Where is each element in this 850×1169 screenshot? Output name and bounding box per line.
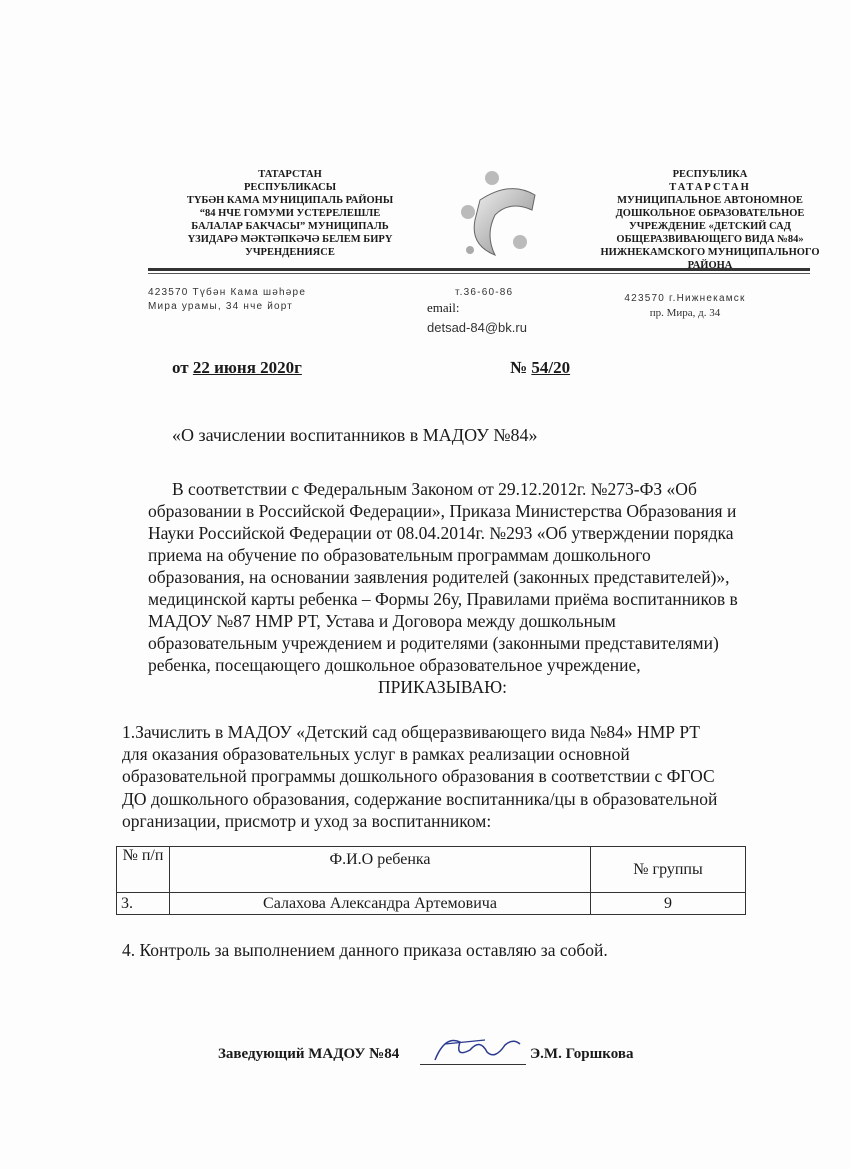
header-right-line: МУНИЦИПАЛЬНОЕ АВТОНОМНОЕ <box>617 195 803 206</box>
preamble-line: приема на обучение по образовательным программам дошкольного <box>148 545 651 565</box>
address-line: Мира урамы, 34 нче йорт <box>148 301 294 312</box>
item-line: организации, присмотр и уход за воспитанником: <box>122 811 492 831</box>
email-label: email: <box>427 300 460 315</box>
header-right-line: ТАТАРСТАН <box>669 182 751 193</box>
kindergarten-logo <box>440 160 540 265</box>
child-name: Салахова Александра Артемовича <box>170 893 591 915</box>
preamble-line: образовании в Российской Федерации», Приказа Министерства Образования и <box>148 501 737 521</box>
header-left-line: ҮЗИДАРӘ МӘКТӘПКӘЧӘ БЕЛЕМ БИРҮ <box>187 234 393 245</box>
item-line: образовательной программы дошкольного образования в соответствии с ФГОС <box>122 766 715 786</box>
order-number <box>510 358 570 378</box>
handwritten-signature <box>425 1030 525 1070</box>
header-left-line: “84 НЧЕ ГОМУМИ УСТЕРЕЛЕШЛЕ <box>199 208 381 219</box>
header-left <box>160 168 420 259</box>
preamble-line: медицинской карты ребенка – Формы 26у, Правилами приёма воспитанников в <box>148 589 738 609</box>
item-line: 1.Зачислить в МАДОУ «Детский сад общеразвивающего вида №84» НМР РТ <box>122 722 700 742</box>
header-cell: Ф.И.О ребенка <box>170 847 591 893</box>
header-left-line: ТАТАРСТАН <box>258 169 322 180</box>
address-line: пр. Мира, д. 34 <box>649 307 721 319</box>
header-right <box>565 168 850 272</box>
phone: т.36-60-86 <box>455 287 514 298</box>
header-left-line: ТҮБӘН КАМА МУНИЦИПАЛЬ РАЙОНЫ <box>186 195 394 206</box>
number-prefix: № <box>510 358 532 377</box>
item-4: 4. Контроль за выполнением данного приказа оставляю за собой. <box>122 940 608 960</box>
header-right-line: ДОШКОЛЬНОЕ ОБРАЗОВАТЕЛЬНОЕ <box>615 208 805 219</box>
row-number: 3. <box>117 893 170 915</box>
date-value: 22 июня 2020г <box>192 358 302 377</box>
address-left <box>148 286 306 314</box>
header-cell: № группы <box>591 847 746 893</box>
header-divider <box>148 268 810 271</box>
address-line: 423570 Түбән Кама шәһәре <box>148 287 307 298</box>
item-line: ДО дошкольного образования, содержание воспитанника/цы в образовательной <box>122 789 718 809</box>
email-link[interactable]: detsad-84@bk.ru <box>427 320 527 335</box>
preamble-line: В соответствии с Федеральным Законом от 29.12.2012г. №273-ФЗ «Об <box>172 479 697 499</box>
address-right <box>600 292 770 320</box>
preamble-line: ребенка, посещающего дошкольное образовательное учреждение, <box>148 655 641 675</box>
header-right-line: ОБЩЕРАЗВИВАЮЩЕГО ВИДА №84» <box>616 234 804 245</box>
header-right-line: УЧРЕЖДЕНИЕ «ДЕТСКИЙ САД <box>629 221 791 232</box>
date-prefix: от <box>172 358 193 377</box>
header-divider-thin <box>148 273 810 274</box>
header-left-line: РЕСПУБЛИКАСЫ <box>243 182 337 193</box>
header-left-line: УЧРЕНДЕНИЯСЕ <box>245 247 335 258</box>
preamble-line: образовательным учреждением и родителями (законными представителями) <box>148 633 719 653</box>
item-line: для оказания образовательных услуг в рамках реализации основной <box>122 744 630 764</box>
header-right-line: РАЙОНА <box>687 260 733 271</box>
header-cell: № п/п <box>117 847 170 893</box>
preamble-line: МАДОУ №87 НМР РТ, Устава и Договора между дошкольным <box>148 611 616 631</box>
order-date <box>172 358 302 378</box>
table-header-row <box>117 847 746 893</box>
address-line: 423570 г.Нижнекамск <box>624 293 746 304</box>
header-right-line: РЕСПУБЛИКА <box>672 169 748 180</box>
table-row <box>117 893 746 915</box>
children-table <box>116 846 746 915</box>
header-right-line: НИЖНЕКАМСКОГО МУНИЦИПАЛЬНОГО <box>600 247 820 258</box>
order-word: ПРИКАЗЫВАЮ: <box>378 677 507 697</box>
number-value: 54/20 <box>531 358 571 377</box>
signatory-position: Заведующий МАДОУ №84 <box>218 1046 400 1062</box>
order-title: «О зачислении воспитанников в МАДОУ №84» <box>172 425 538 445</box>
group-number: 9 <box>591 893 746 915</box>
signatory-name: Э.М. Горшкова <box>530 1046 634 1062</box>
preamble-line: Науки Российской Федерации от 08.04.2014г. №293 «Об утверждении порядка <box>148 523 734 543</box>
header-left-line: БАЛАЛАР БАКЧАСЫ” МУНИЦИПАЛЬ <box>191 221 389 232</box>
preamble-line: образования, на основании заявления родителей (законных представителей)», <box>148 567 730 587</box>
